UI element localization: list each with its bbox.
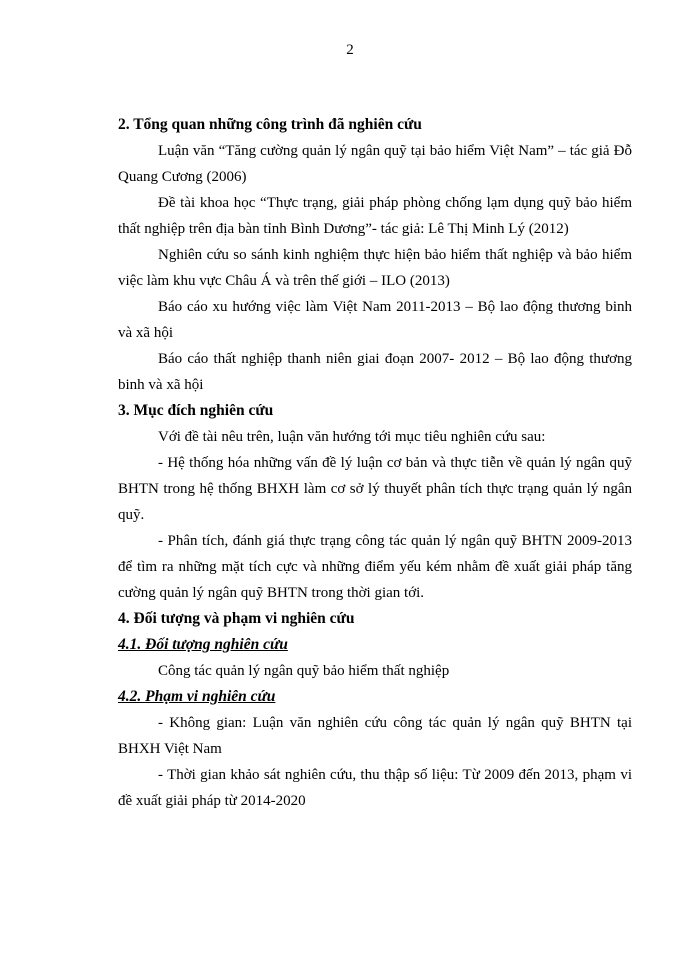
paragraph: Với đề tài nêu trên, luận văn hướng tới mục tiêu nghiên cứu sau: <box>158 429 546 445</box>
paragraph: - Hệ thống hóa những vấn đề lý luận cơ bản và thực tiễn về quản lý ngân quỹ BHTN trong hệ thống BHXH làm cơ sở lý thuyết phân tích thực trạng quản lý ngân quỹ. <box>118 455 632 523</box>
subsection-4-1-heading: 4.1. Đối tượng nghiên cứu <box>118 636 288 653</box>
paragraph: - Không gian: Luận văn nghiên cứu công tác quản lý ngân quỹ BHTN tại BHXH Việt Nam <box>118 715 632 757</box>
section-3-heading: 3. Mục đích nghiên cứu <box>118 402 274 419</box>
section-2-heading: 2. Tổng quan những công trình đã nghiên cứu <box>118 116 422 133</box>
page-number: 2 <box>346 42 354 58</box>
section-4-heading: 4. Đối tượng và phạm vi nghiên cứu <box>118 610 355 627</box>
paragraph: - Phân tích, đánh giá thực trạng công tác quản lý ngân quỹ BHTN 2009-2013 để tìm ra những mặt tích cực và những điểm yếu kém nhằm đề xuất giải pháp tăng cường quản lý ngân quỹ BHTN trong thời gian tới. <box>118 533 632 601</box>
paragraph: Nghiên cứu so sánh kinh nghiệm thực hiện bảo hiểm thất nghiệp và bảo hiểm việc làm khu vực Châu Á và trên thế giới – ILO (2013) <box>118 247 632 289</box>
paragraph: Đề tài khoa học “Thực trạng, giải pháp phòng chống lạm dụng quỹ bảo hiểm thất nghiệp trên địa bàn tỉnh Bình Dương”- tác giả: Lê Thị Minh Lý (2012) <box>118 195 632 237</box>
page-content <box>118 112 632 814</box>
paragraph: Công tác quản lý ngân quỹ bảo hiểm thất nghiệp <box>158 663 450 679</box>
paragraph: Báo cáo thất nghiệp thanh niên giai đoạn 2007- 2012 – Bộ lao động thương binh và xã hội <box>118 351 632 393</box>
paragraph: Luận văn “Tăng cường quản lý ngân quỹ tại bảo hiểm Việt Nam” – tác giả Đỗ Quang Cương (2006) <box>118 143 632 185</box>
subsection-4-2-heading: 4.2. Phạm vi nghiên cứu <box>118 688 276 705</box>
paragraph: - Thời gian khảo sát nghiên cứu, thu thập số liệu: Từ 2009 đến 2013, phạm vi đề xuất giải pháp từ 2014-2020 <box>118 767 632 809</box>
paragraph: Báo cáo xu hướng việc làm Việt Nam 2011-2013 – Bộ lao động thương binh và xã hội <box>118 299 632 341</box>
